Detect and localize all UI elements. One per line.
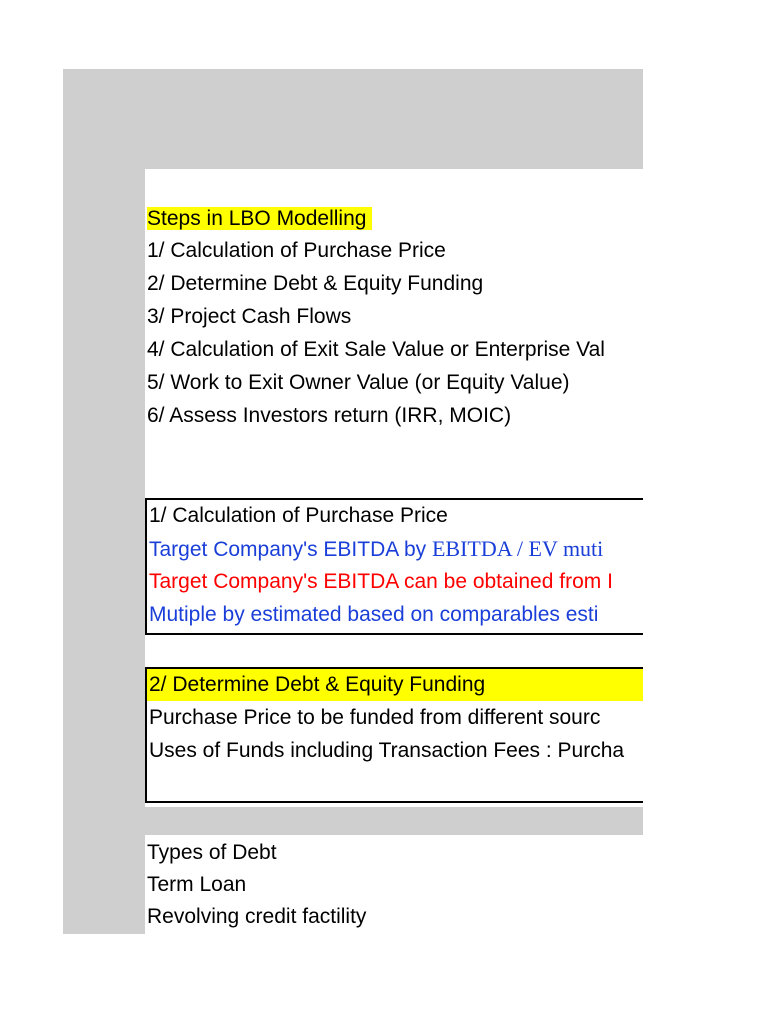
- purchase-price-line-1: [149, 533, 603, 565]
- step-item-6: 6/ Assess Investors return (IRR, MOIC): [147, 404, 512, 427]
- debt-title: Types of Debt: [147, 841, 277, 864]
- sheet-gray-band: [145, 807, 643, 835]
- debt-item-revolving-credit: Revolving credit factility: [147, 905, 367, 928]
- purchase-price-line-3: Mutiple by estimated based on comparables esti: [149, 603, 599, 626]
- funding-line-2: Uses of Funds including Transaction Fees : Purcha: [149, 739, 625, 762]
- step-item-1: 1/ Calculation of Purchase Price: [147, 239, 446, 262]
- sheet-gray-margin-left: [63, 69, 145, 934]
- funding-box: [145, 667, 643, 803]
- step-item-3: 3/ Project Cash Flows: [147, 305, 352, 328]
- purchase-price-line-1-prefix: Target Company's EBITDA by: [149, 538, 432, 561]
- sheet-gray-margin-top: [145, 69, 643, 169]
- steps-title-text: Steps in LBO Modelling: [147, 207, 372, 230]
- steps-title: [147, 203, 372, 235]
- purchase-price-title: 1/ Calculation of Purchase Price: [149, 504, 448, 527]
- step-item-2: 2/ Determine Debt & Equity Funding: [147, 272, 484, 295]
- purchase-price-line-1-suffix: EBITDA / EV muti: [431, 536, 604, 561]
- step-item-5: 5/ Work to Exit Owner Value (or Equity Value): [147, 371, 570, 394]
- funding-line-1: Purchase Price to be funded from different sourc: [149, 706, 601, 729]
- debt-item-term-loan: Term Loan: [147, 873, 247, 896]
- purchase-price-box: [145, 498, 643, 635]
- funding-title: 2/ Determine Debt & Equity Funding: [149, 673, 486, 696]
- purchase-price-line-2: Target Company's EBITDA can be obtained from I: [149, 570, 613, 593]
- step-item-4: 4/ Calculation of Exit Sale Value or Enterprise Val: [147, 338, 605, 361]
